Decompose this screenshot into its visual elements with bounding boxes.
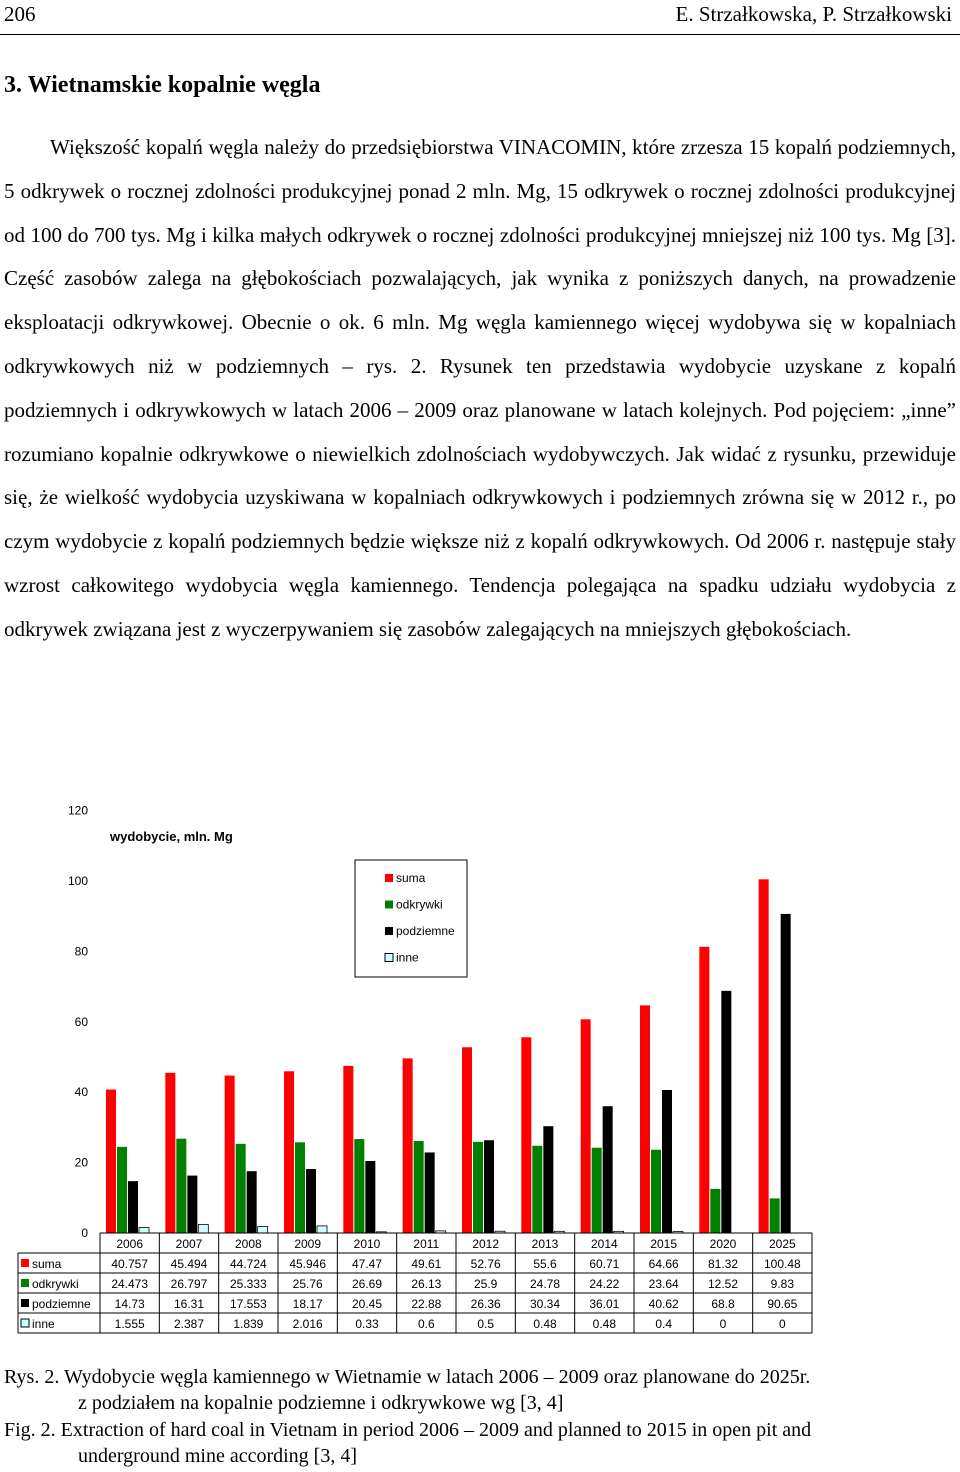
y-tick-label: 20 <box>74 1155 88 1170</box>
bar-odkrywki <box>770 1198 780 1233</box>
table-cell-value: 24.78 <box>529 1277 561 1291</box>
table-year-header: 2013 <box>531 1237 559 1251</box>
table-cell-value: 25.333 <box>229 1277 267 1291</box>
caption-en <box>4 1417 811 1469</box>
bar-podziemne <box>721 991 731 1233</box>
bar-odkrywki <box>117 1147 127 1233</box>
legend-swatch-suma <box>385 874 393 882</box>
table-cell-value: 2.387 <box>173 1317 205 1331</box>
table-cell-value: 0.6 <box>417 1317 435 1331</box>
table-cell-value: 25.76 <box>292 1277 323 1291</box>
bar-odkrywki <box>710 1189 720 1233</box>
bar-suma <box>759 879 769 1233</box>
table-cell-value: 45.494 <box>170 1257 208 1271</box>
table-cell-value: 2.016 <box>292 1317 323 1331</box>
table-cell-value: 30.34 <box>529 1297 561 1311</box>
bar-podziemne <box>781 914 791 1233</box>
bar-suma <box>106 1090 116 1233</box>
y-tick-label: 80 <box>74 944 88 959</box>
table-cell-value: 0 <box>778 1317 786 1331</box>
bar-odkrywki <box>354 1139 364 1233</box>
table-cell-value: 17.553 <box>229 1297 267 1311</box>
bar-odkrywki <box>592 1148 602 1233</box>
bar-odkrywki <box>236 1144 246 1233</box>
chart-title: wydobycie, mln. Mg <box>110 829 233 844</box>
table-row-label: odkrywki <box>32 1277 79 1291</box>
table-year-header: 2020 <box>709 1237 737 1251</box>
y-tick-label: 120 <box>67 803 88 818</box>
table-swatch-suma <box>21 1259 29 1267</box>
table-swatch-inne <box>21 1319 29 1327</box>
bar-podziemne <box>128 1181 138 1233</box>
table-cell-value: 36.01 <box>589 1297 620 1311</box>
bar-inne <box>198 1225 208 1233</box>
table-cell-value: 52.76 <box>470 1257 501 1271</box>
table-year-header: 2025 <box>768 1237 796 1251</box>
table-cell-value: 24.473 <box>111 1277 149 1291</box>
y-tick-label: 60 <box>74 1014 88 1029</box>
bar-inne <box>139 1228 149 1233</box>
bar-suma <box>581 1019 591 1233</box>
table-cell-value: 0.4 <box>655 1317 673 1331</box>
bar-suma <box>521 1037 531 1233</box>
table-swatch-podziemne <box>21 1299 29 1307</box>
table-cell-value: 0.33 <box>355 1317 379 1331</box>
table-year-header: 2007 <box>175 1237 203 1251</box>
legend-label-podziemne: podziemne <box>396 924 455 938</box>
bar-podziemne <box>425 1152 435 1233</box>
table-cell-value: 47.47 <box>351 1257 383 1271</box>
body-paragraph: Większość kopalń węgla należy do przedsiębiorstwa VINACOMIN, które zrzesza 15 kopalń podziemnych, 5 odkrywek o rocznej zdolności produkcyjnej ponad 2 mln. Mg, 15 odkrywek o rocznej zdolności produkcyjnej od 100 do 700 tys. Mg i kilka małych odkrywek o rocznej zdolności produkcyjnej mniejszej niż 100 tys. Mg [3]. Część zasobów zalega na głębokościach pozwalających, jak wynika z poniższych danych, na prowadzenie eksploatacji odkrywkowej. Obecnie o ok. 6 mln. Mg węgla kamiennego więcej wydobywa się w kopalniach odkrywkowych niż w podziemnych – rys. 2. Rysunek ten przedstawia wydobycie uzyskane z kopalń podziemnych i odkrywkowych w latach 2006 – 2009 oraz planowane w latach kolejnych. Pod pojęciem: „inne” rozumiano kopalnie odkrywkowe o niewielkich zdolnościach wydobywczych. Jak widać z rysunku, przewiduje się, że wielkość wydobycia uzyskiwana w kopalniach odkrywkowych i podziemnych zrówna się w 2012 r., po czym wydobycie z kopalń podziemnych będzie większe niż z kopalń odkrywkowych. Od 2006 r. następuje stały wzrost całkowitego wydobycia węgla kamiennego. Tendencja polegająca na spadku udziału wydobycia z odkrywek związana jest z wyczerpywaniem się zasobów zalegających na mniejszych głębokościach. <box>4 135 956 641</box>
bar-podziemne <box>247 1171 257 1233</box>
bar-odkrywki <box>473 1142 483 1233</box>
table-cell-value: 23.64 <box>648 1277 679 1291</box>
bar-suma <box>640 1005 650 1233</box>
bar-odkrywki <box>414 1141 424 1233</box>
bar-suma <box>462 1047 472 1233</box>
table-cell-value: 25.9 <box>473 1277 498 1291</box>
page-number: 206 <box>4 2 36 26</box>
table-cell-value: 24.22 <box>589 1277 620 1291</box>
bar-podziemne <box>484 1140 494 1233</box>
bar-odkrywki <box>651 1150 661 1233</box>
table-cell-value: 20.45 <box>351 1297 383 1311</box>
table-row-label: inne <box>32 1317 55 1331</box>
table-cell-value: 100.48 <box>763 1257 801 1271</box>
caption-en-line1: Fig. 2. Extraction of hard coal in Vietnam in period 2006 – 2009 and planned to 2015 in open pit and <box>4 1419 812 1441</box>
table-cell-value: 90.65 <box>767 1297 798 1311</box>
table-cell-value: 0.5 <box>477 1317 495 1331</box>
table-cell-value: 18.17 <box>292 1297 323 1311</box>
bar-podziemne <box>662 1090 672 1233</box>
table-cell-value: 26.36 <box>470 1297 501 1311</box>
bar-suma <box>403 1058 413 1233</box>
bar-podziemne <box>306 1169 316 1233</box>
caption-pl <box>4 1364 810 1416</box>
table-year-header: 2008 <box>234 1237 262 1251</box>
legend-label-suma: suma <box>396 871 426 885</box>
table-cell-value: 40.62 <box>648 1297 679 1311</box>
caption-en-line2: underground mine according [3, 4] <box>78 1445 357 1467</box>
y-tick-label: 0 <box>81 1226 88 1240</box>
table-cell-value: 9.83 <box>770 1277 795 1291</box>
table-row-label: suma <box>32 1257 62 1271</box>
table-year-header: 2010 <box>353 1237 381 1251</box>
table-cell-value: 81.32 <box>707 1257 739 1271</box>
table-cell-value: 1.839 <box>233 1317 264 1331</box>
table-cell-value: 40.757 <box>111 1257 149 1271</box>
bar-podziemne <box>543 1126 553 1233</box>
table-cell-value: 64.66 <box>648 1257 679 1271</box>
caption-pl-line1: Rys. 2. Wydobycie węgla kamiennego w Wietnamie w latach 2006 – 2009 oraz planowane do 2025r. <box>4 1366 811 1388</box>
bar-inne <box>317 1226 327 1233</box>
bar-suma <box>165 1073 175 1233</box>
bar-suma <box>699 947 709 1233</box>
table-year-header: 2006 <box>116 1237 144 1251</box>
table-cell-value: 1.555 <box>114 1317 145 1331</box>
section-title: 3. Wietnamskie kopalnie węgla <box>4 72 321 98</box>
bar-suma <box>225 1076 235 1233</box>
bar-odkrywki <box>295 1142 305 1233</box>
table-year-header: 2012 <box>472 1237 500 1251</box>
table-year-header: 2014 <box>590 1237 618 1251</box>
table-cell-value: 0 <box>719 1317 727 1331</box>
caption-pl-line2: z podziałem na kopalnie podziemne i odkrywkowe wg [3, 4] <box>78 1392 564 1414</box>
table-cell-value: 26.69 <box>351 1277 383 1291</box>
y-tick-label: 100 <box>67 874 88 888</box>
table-cell-value: 0.48 <box>592 1317 617 1331</box>
coal-extraction-chart <box>0 800 960 1345</box>
table-year-header: 2009 <box>294 1237 322 1251</box>
table-cell-value: 68.8 <box>711 1297 735 1311</box>
legend-label-inne: inne <box>396 950 419 965</box>
table-cell-value: 44.724 <box>229 1257 267 1271</box>
bar-odkrywki <box>532 1146 542 1233</box>
table-cell-value: 45.946 <box>289 1257 327 1271</box>
bar-inne <box>258 1227 268 1233</box>
table-cell-value: 0.48 <box>533 1317 557 1331</box>
legend-swatch-inne <box>385 954 393 962</box>
bar-podziemne <box>365 1161 375 1233</box>
page-header <box>0 0 960 35</box>
bar-podziemne <box>187 1176 197 1233</box>
table-cell-value: 16.31 <box>173 1297 205 1311</box>
table-cell-value: 22.88 <box>411 1297 442 1311</box>
table-cell-value: 26.13 <box>411 1277 442 1291</box>
table-cell-value: 12.52 <box>707 1277 739 1291</box>
bar-suma <box>284 1071 294 1233</box>
table-cell-value: 49.61 <box>411 1257 442 1271</box>
legend-swatch-podziemne <box>385 927 393 935</box>
bar-podziemne <box>603 1106 613 1233</box>
table-cell-value: 55.6 <box>533 1257 557 1271</box>
table-cell-value: 26.797 <box>170 1277 208 1291</box>
table-row-label: podziemne <box>32 1297 91 1311</box>
table-swatch-odkrywki <box>21 1279 29 1287</box>
y-tick-label: 40 <box>74 1085 88 1100</box>
table-year-header: 2015 <box>650 1237 678 1251</box>
legend-swatch-odkrywki <box>385 901 393 909</box>
table-cell-value: 14.73 <box>114 1297 145 1311</box>
bar-suma <box>343 1066 353 1233</box>
bar-odkrywki <box>176 1139 186 1233</box>
table-year-header: 2011 <box>413 1237 440 1251</box>
table-cell-value: 60.71 <box>589 1257 620 1271</box>
legend-label-odkrywki: odkrywki <box>396 897 443 912</box>
running-authors: E. Strzałkowska, P. Strzałkowski <box>675 2 952 26</box>
